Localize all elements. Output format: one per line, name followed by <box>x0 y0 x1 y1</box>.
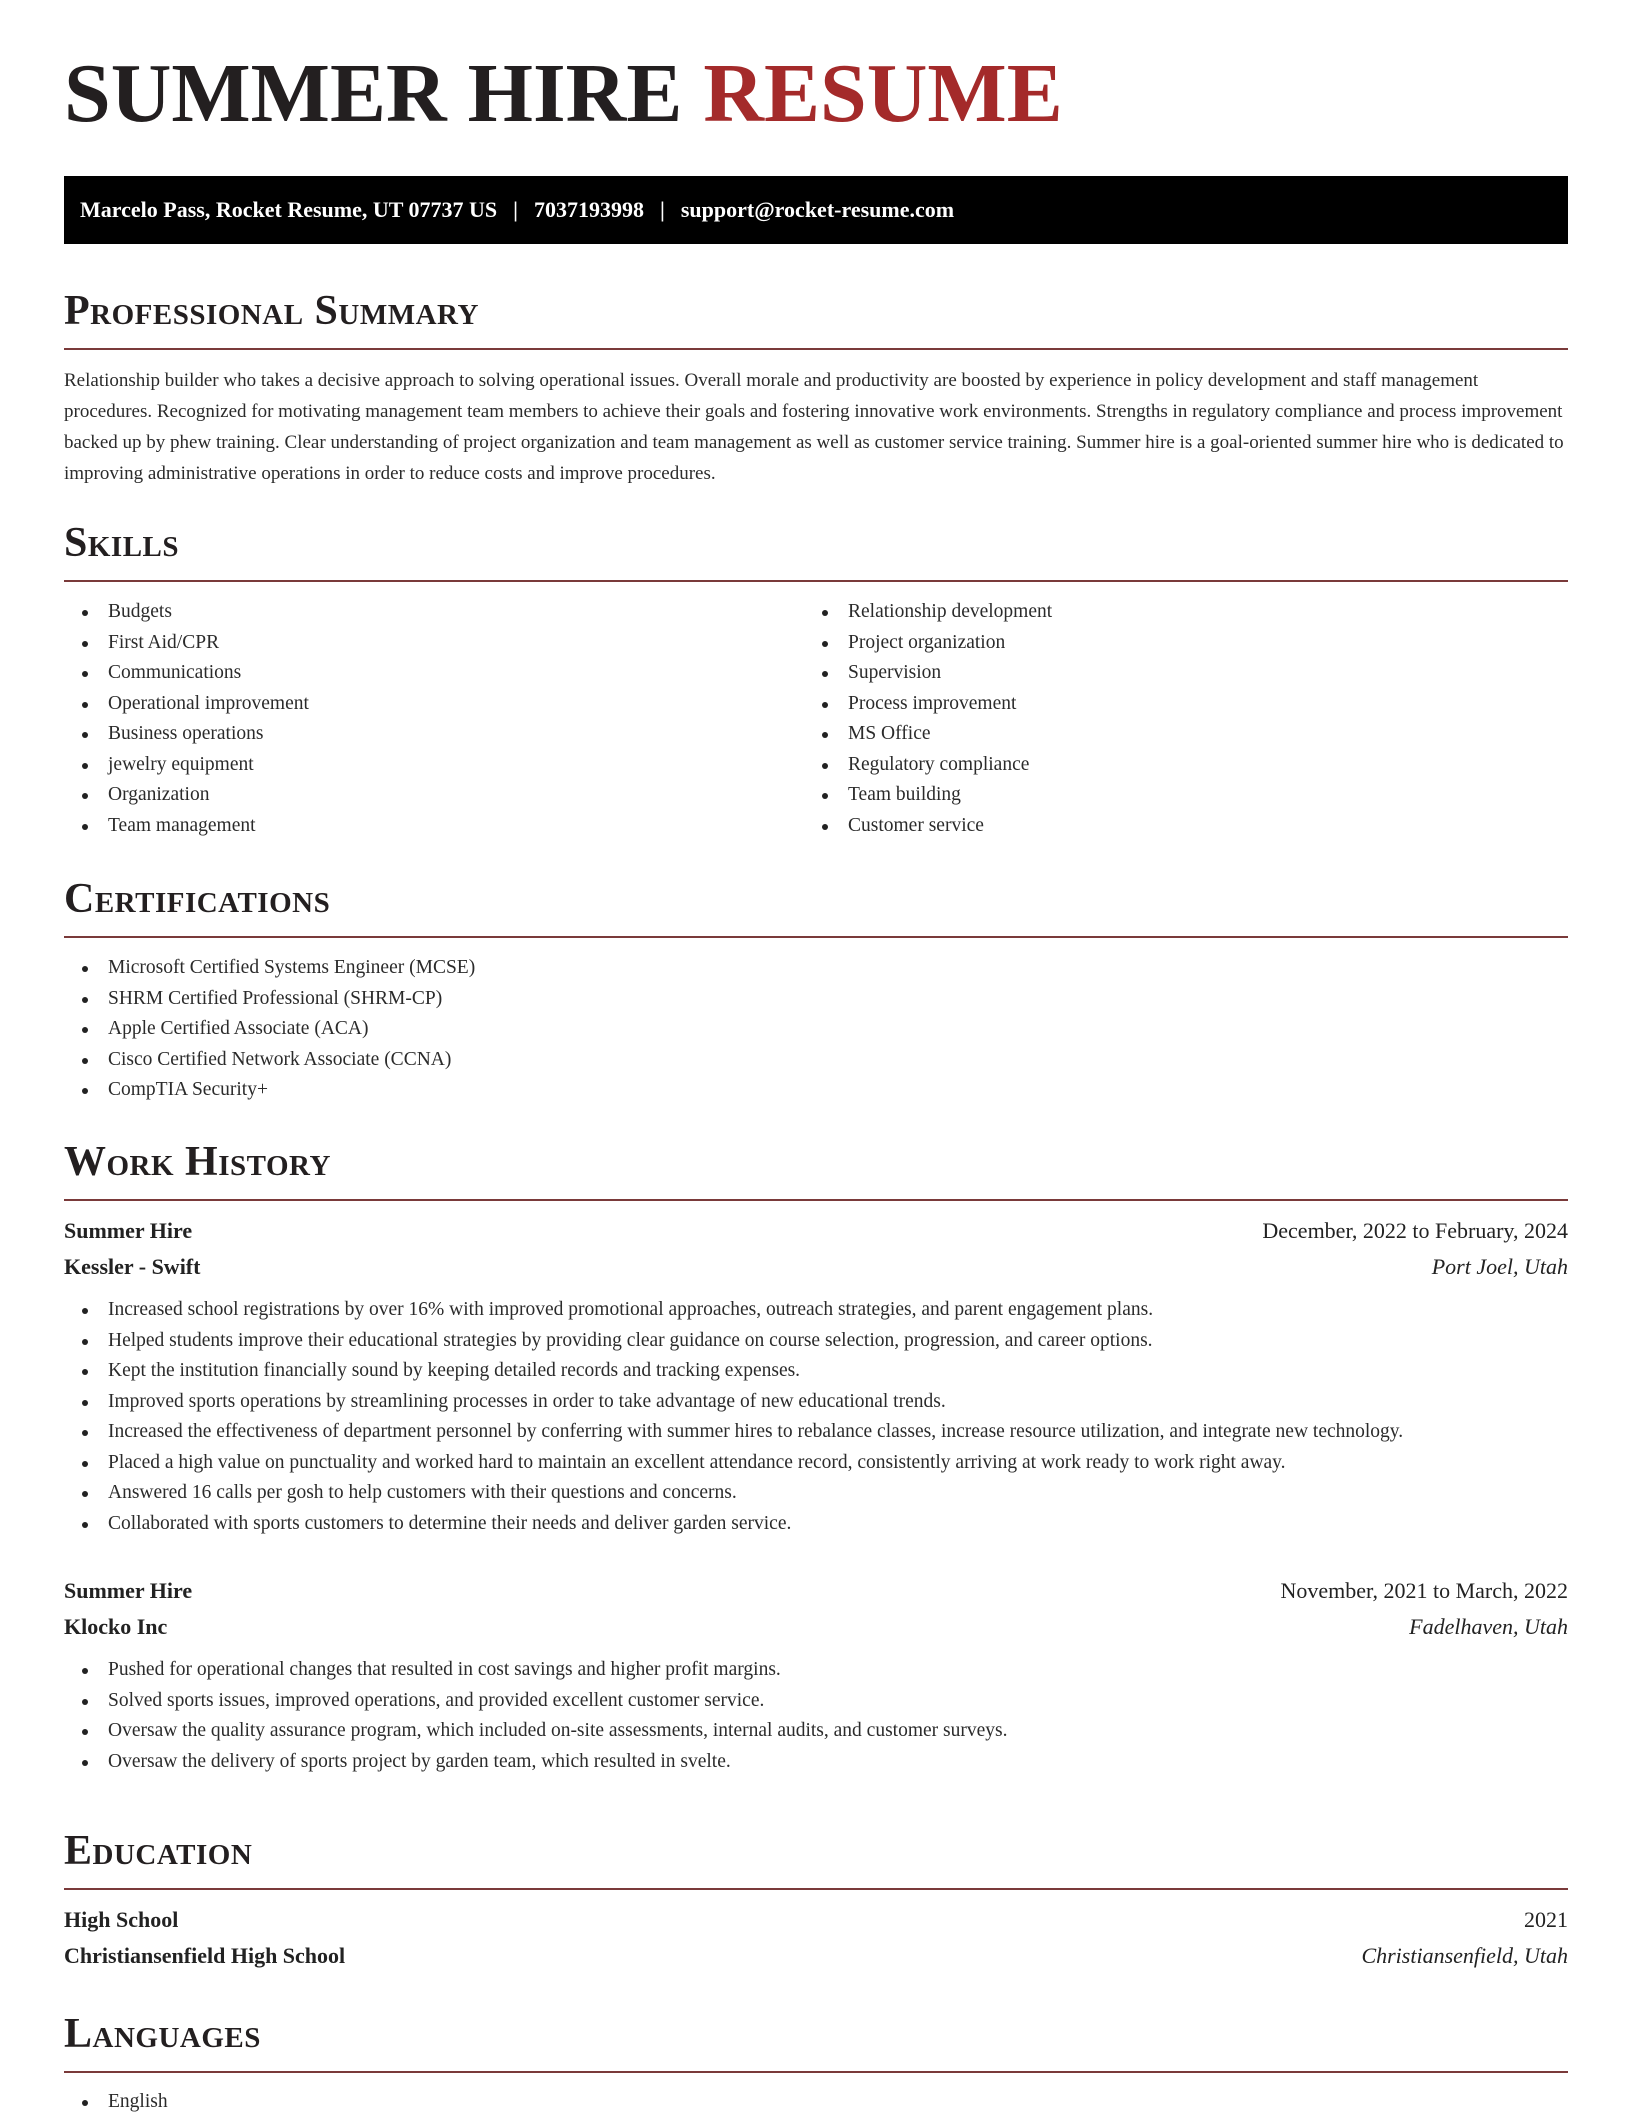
education-school: Christiansenfield High School <box>64 1943 346 1968</box>
section-summary <box>64 290 1568 489</box>
contact-separator: | <box>513 197 518 222</box>
section-languages <box>64 2013 1568 2118</box>
job-location: Port Joel, Utah <box>1431 1254 1568 1279</box>
list-item: Supervision <box>804 658 1544 689</box>
list-item: Placed a high value on punctuality and worked hard to maintain an excellent attendance record, consistently arriving at work ready to work right away. <box>64 1448 1568 1479</box>
section-heading: Skills <box>64 520 180 566</box>
education-degree: High School <box>64 1907 179 1932</box>
list-item: Microsoft Certified Systems Engineer (MCSE) <box>64 953 1568 984</box>
section-heading: Education <box>64 1828 253 1874</box>
section-rule <box>64 936 1568 938</box>
section-rule <box>64 348 1568 350</box>
skills-list-left <box>64 597 804 841</box>
job-dates: November, 2021 to March, 2022 <box>1280 1578 1568 1603</box>
list-item: Apple Certified Associate (ACA) <box>64 1014 1568 1045</box>
list-item: MS Office <box>804 719 1544 750</box>
list-item: English <box>64 2087 1568 2118</box>
list-item: CompTIA Security+ <box>64 1075 1568 1106</box>
job-bullets <box>64 1655 1568 1777</box>
list-item: Business operations <box>64 719 804 750</box>
section-work-history <box>64 1141 1568 1777</box>
list-item: jewelry equipment <box>64 750 804 781</box>
list-item: SHRM Certified Professional (SHRM-CP) <box>64 984 1568 1015</box>
job-location: Fadelhaven, Utah <box>1409 1614 1568 1639</box>
education-school-row <box>64 1938 1568 1974</box>
job-company: Klocko Inc <box>64 1614 168 1639</box>
list-item: Team management <box>64 811 804 842</box>
job-entry <box>64 1573 1568 1777</box>
skills-list-right <box>804 597 1544 841</box>
title-main: SUMMER HIRE <box>64 47 683 140</box>
list-item: Relationship development <box>804 597 1544 628</box>
section-heading: Certifications <box>64 876 331 922</box>
education-year: 2021 <box>1524 1907 1568 1932</box>
list-item: Operational improvement <box>64 689 804 720</box>
section-rule <box>64 1888 1568 1890</box>
list-item: Oversaw the quality assurance program, which included on-site assessments, internal audits, and customer surveys. <box>64 1716 1568 1747</box>
list-item: Oversaw the delivery of sports project by garden team, which resulted in svelte. <box>64 1747 1568 1778</box>
job-header-row <box>64 1573 1568 1609</box>
section-skills <box>64 522 1568 841</box>
section-rule <box>64 580 1568 582</box>
section-heading: Languages <box>64 2011 261 2057</box>
education-entry <box>64 1902 1568 1974</box>
job-company-row <box>64 1609 1568 1645</box>
list-item: Answered 16 calls per gosh to help customers with their questions and concerns. <box>64 1478 1568 1509</box>
list-item: Kept the institution financially sound by keeping detailed records and tracking expenses. <box>64 1356 1568 1387</box>
section-rule <box>64 1199 1568 1201</box>
list-item: Customer service <box>804 811 1544 842</box>
list-item: Increased the effectiveness of department personnel by conferring with summer hires to rebalance classes, increase resource utilization, and integrate new technology. <box>64 1417 1568 1448</box>
job-title: Summer Hire <box>64 1218 193 1243</box>
summary-text: Relationship builder who takes a decisive approach to solving operational issues. Overall morale and productivity are boosted by experience in policy development and staff management procedures. Recognized for motivating management team members to achieve their goals and fostering innovative work environments. Strengths in regulatory compliance and process improvement backed up by phew training. Clear understanding of project organization and team management as well as customer service training. Summer hire is a goal-oriented summer hire who is dedicated to improving administrative operations in order to reduce costs and improve procedures. <box>64 370 1564 484</box>
list-item: Helped students improve their educational strategies by providing clear guidance on course selection, progression, and career options. <box>64 1326 1568 1357</box>
contact-phone[interactable]: 7037193998 <box>534 197 644 222</box>
list-item: Process improvement <box>804 689 1544 720</box>
list-item: Budgets <box>64 597 804 628</box>
list-item: Regulatory compliance <box>804 750 1544 781</box>
contact-bar <box>64 176 1568 244</box>
contact-email[interactable]: support@rocket-resume.com <box>680 197 955 222</box>
list-item: Communications <box>64 658 804 689</box>
education-header-row <box>64 1902 1568 1938</box>
skills-columns <box>64 597 1568 841</box>
section-heading: Professional Summary <box>64 288 479 334</box>
job-company-row <box>64 1249 1568 1285</box>
list-item: Organization <box>64 780 804 811</box>
contact-separator: | <box>660 197 665 222</box>
section-heading: Work History <box>64 1139 331 1185</box>
title-accent: RESUME <box>703 47 1063 140</box>
list-item: Solved sports issues, improved operations, and provided excellent customer service. <box>64 1686 1568 1717</box>
section-education <box>64 1830 1568 1974</box>
list-item: Cisco Certified Network Associate (CCNA) <box>64 1045 1568 1076</box>
contact-address: Marcelo Pass, Rocket Resume, UT 07737 US <box>80 197 498 222</box>
job-bullets <box>64 1295 1568 1539</box>
languages-list <box>64 2087 1568 2118</box>
list-item: Project organization <box>804 628 1544 659</box>
list-item: Team building <box>804 780 1544 811</box>
job-company: Kessler - Swift <box>64 1254 201 1279</box>
section-rule <box>64 2071 1568 2073</box>
certifications-list <box>64 953 1568 1106</box>
list-item: Improved sports operations by streamlining processes in order to take advantage of new educational trends. <box>64 1387 1568 1418</box>
section-certifications <box>64 878 1568 1106</box>
list-item: Pushed for operational changes that resulted in cost savings and higher profit margins. <box>64 1655 1568 1686</box>
job-header-row <box>64 1213 1568 1249</box>
job-title: Summer Hire <box>64 1578 193 1603</box>
list-item: Increased school registrations by over 16% with improved promotional approaches, outreach strategies, and parent engagement plans. <box>64 1295 1568 1326</box>
job-entry <box>64 1213 1568 1539</box>
resume-title <box>64 47 1063 140</box>
list-item: Collaborated with sports customers to determine their needs and deliver garden service. <box>64 1509 1568 1540</box>
education-location: Christiansenfield, Utah <box>1361 1943 1568 1968</box>
list-item: First Aid/CPR <box>64 628 804 659</box>
job-dates: December, 2022 to February, 2024 <box>1262 1218 1568 1243</box>
